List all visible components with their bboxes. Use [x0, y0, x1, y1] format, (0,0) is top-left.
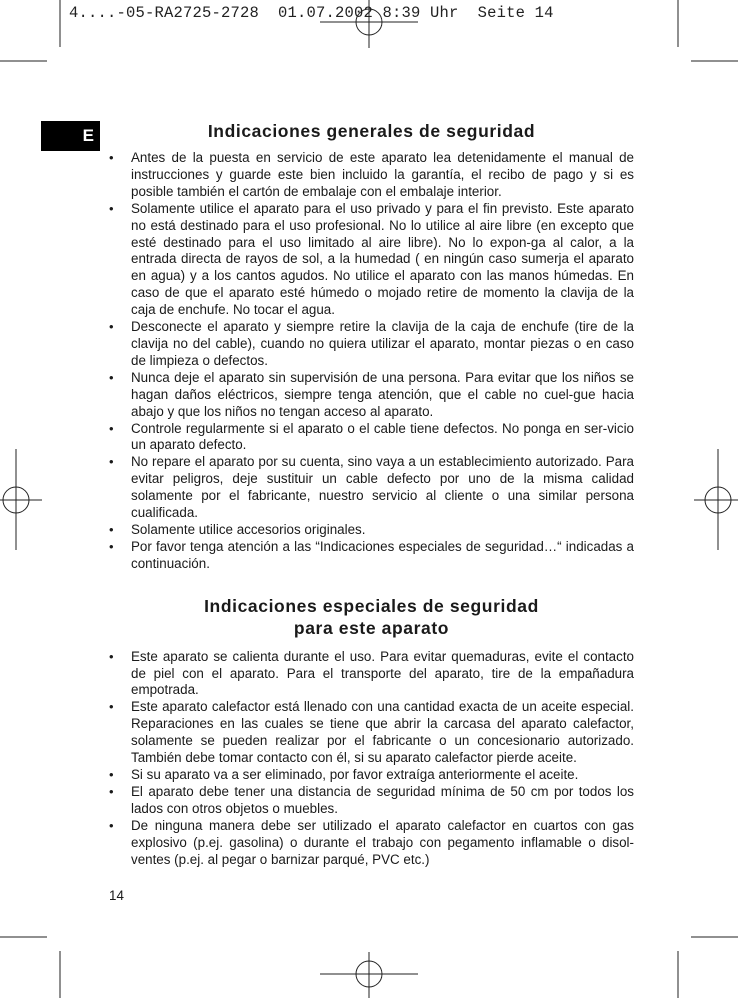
list-item: • Por favor tenga atención a las “Indicaciones especiales de seguridad…“ indicadas a continuación. [109, 539, 634, 573]
list-item: • Nunca deje el aparato sin supervisión de una persona. Para evitar que los niños se hagan daños eléctricos, siempre tenga atención, que el cable no cuel-gue hacia abajo y que los niños no tengan acceso al aparato. [109, 370, 634, 421]
list-item: • El aparato debe tener una distancia de seguridad mínima de 50 cm por todos los lados con otros objetos o muebles. [109, 784, 634, 818]
list-item: • Controle regularmente si el aparato o el cable tiene defectos. No ponga en ser-vicio un aparato defecto. [109, 421, 634, 455]
page-number: 14 [109, 888, 124, 903]
list-item: • Si su aparato va a ser eliminado, por favor extraíga anteriormente el aceite. [109, 767, 634, 784]
list-item: • Solamente utilice accesorios originales. [109, 522, 634, 539]
page-content [109, 120, 634, 868]
list-item: • De ninguna manera debe ser utilizado el aparato calefactor en cuartos con gas explosivo (p.ej. gasolina) o durante el trabajo con pegamento inflamable o disol-ventes (p.ej. al pegar o barnizar parqué, PVC etc.) [109, 818, 634, 869]
list-item: • No repare el aparato por su cuenta, sino vaya a un establecimiento autorizado. Para evitar peligros, deje sustituir un cable defecto por uno de la misma calidad solamente por el fabricante, nuestro servicio al cliente o una similar persona cualificada. [109, 454, 634, 522]
section-title-special-safety [109, 595, 634, 639]
list-item: • Desconecte el aparato y siempre retire la clavija de la caja de enchufe (tire de la clavija no del cable), cuando no quiera utilizar el aparato, montar piezas o en caso de limpieza o defectos. [109, 319, 634, 370]
general-safety-list [109, 150, 634, 573]
list-item: • Este aparato se calienta durante el uso. Para evitar quemaduras, evite el contacto de piel con el aparato. Para el transporte del aparato, tire de la empañadura empotrada. [109, 649, 634, 700]
section-title-general-safety: Indicaciones generales de seguridad [207, 121, 536, 141]
list-item: • Antes de la puesta en servicio de este aparato lea detenidamente el manual de instrucciones y guarde este bien incluido la garantía, el recibo de pago y si es posible también el cartón de embalaje con el embalaje interior. [109, 150, 634, 201]
list-item: • Solamente utilice el aparato para el uso privado y para el fin previsto. Este aparato no está destinado para el uso profesional. No lo utilice al aire libre (en excepto que esté destinado para el uso limitado al aire libre). No lo expon-ga al calor, a la entrada directa de rayos de sol, a la humedad ( en ningún caso sumerja el aparato en agua) y a los cantos agudos. No utilice el aparato con las manos húmedas. En caso de que el aparato esté húmedo o mojado retire de momento la clavija de la caja de enchufe. No tocar el agua. [109, 201, 634, 319]
registration-target-bottom [320, 952, 418, 998]
language-tab: E [41, 121, 100, 151]
registration-target-left [0, 449, 42, 550]
special-safety-list [109, 649, 634, 869]
registration-target-right [694, 449, 738, 550]
list-item: • Este aparato calefactor está llenado con una cantidad exacta de un aceite especial. Reparaciones en las cuales se tiene que abrir la carcasa del aparato calefactor, solamente se pueden realizar por el fabricante o un concesionario autorizado. También debe tomar contacto con él, si su aparato calefactor pierde aceite. [109, 699, 634, 767]
print-header: 4....-05-RA2725-2728 01.07.2002 8:39 Uhr Seite 14 [69, 4, 554, 22]
section-title-line2: para este aparato [293, 617, 450, 638]
section-title-line1: Indicaciones especiales de seguridad [204, 595, 539, 616]
